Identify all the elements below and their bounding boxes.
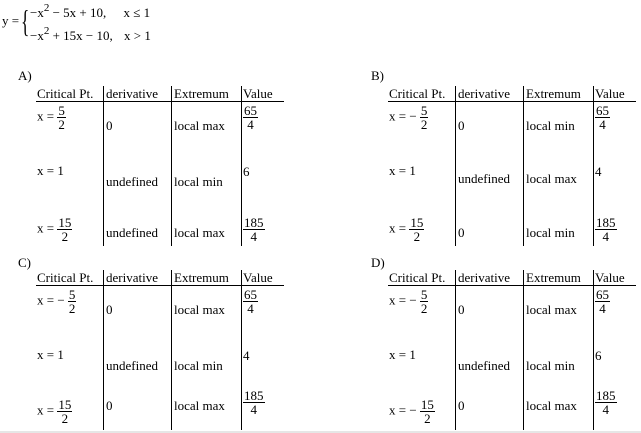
header-critical-pt: Critical Pt. (389, 270, 446, 285)
value-fraction: $\frac{185}{4}$ (244, 388, 264, 417)
header-value: Value (595, 270, 625, 285)
value-fraction: $\frac{65}{4}$ (244, 287, 257, 316)
function-lhs: y = (2, 13, 20, 28)
extremum-value: local max (526, 171, 577, 186)
derivative-value: undefined (458, 171, 510, 186)
derivative-value: undefined (458, 358, 510, 373)
option-a-table (36, 86, 284, 246)
critical-point: x = $\frac{5}{2}$ (37, 103, 65, 132)
column-divider (171, 86, 172, 246)
critical-point: x = − $\frac{5}{2}$ (37, 287, 76, 316)
value-number: 4 (595, 164, 602, 179)
piece-1-cond: x ≤ 1 (123, 5, 151, 20)
header-extremum: Extremum (174, 86, 229, 101)
header-derivative: derivative (458, 270, 510, 285)
header-value: Value (595, 86, 625, 101)
option-b-label[interactable]: B) (371, 68, 384, 83)
column-divider (593, 270, 594, 430)
option-d-table (388, 270, 636, 430)
column-divider (103, 86, 104, 246)
option-a-label[interactable]: A) (18, 68, 32, 83)
fraction: $\frac{5}{2}$ (68, 287, 76, 316)
header-rule (388, 101, 636, 102)
header-value: Value (243, 86, 273, 101)
critical-point: x = 1 (389, 163, 416, 178)
extremum-value: local max (174, 118, 225, 133)
derivative-value: 0 (106, 118, 113, 133)
fraction: $\frac{15}{2}$ (58, 215, 72, 244)
header-extremum: Extremum (174, 270, 229, 285)
extremum-value: local min (174, 358, 223, 373)
piece-2 (30, 25, 151, 44)
critical-point: x = 1 (37, 163, 64, 178)
piece-1 (30, 2, 151, 21)
column-divider (103, 270, 104, 430)
derivative-value: undefined (106, 358, 158, 373)
value-number: 4 (243, 348, 250, 363)
option-c-label[interactable]: C) (18, 255, 31, 270)
derivative-value: 0 (106, 398, 113, 413)
extremum-value: local min (526, 118, 575, 133)
header-derivative: derivative (106, 86, 158, 101)
value-number: 6 (595, 348, 602, 363)
header-derivative: derivative (458, 86, 510, 101)
extremum-value: local max (174, 225, 225, 240)
derivative-value: undefined (106, 225, 158, 240)
header-critical-pt: Critical Pt. (37, 86, 94, 101)
critical-point: x = − $\frac{5}{2}$ (389, 103, 428, 132)
header-extremum: Extremum (526, 270, 581, 285)
extremum-value: local min (526, 225, 575, 240)
header-rule (36, 101, 284, 102)
critical-point: x = $\frac{15}{2}$ (37, 397, 72, 426)
header-critical-pt: Critical Pt. (37, 270, 94, 285)
piece-1-expr: $-x^2 - 5x + 10$, (30, 2, 107, 20)
critical-point: x = $\frac{15}{2}$ (37, 215, 72, 244)
fraction: $\frac{15}{2}$ (420, 397, 434, 426)
column-divider (241, 270, 242, 430)
value-fraction: $\frac{65}{4}$ (596, 103, 609, 132)
extremum-value: local min (526, 358, 575, 373)
extremum-value: local max (526, 398, 577, 413)
critical-point: x = − $\frac{15}{2}$ (389, 397, 434, 426)
value-fraction: $\frac{185}{4}$ (596, 388, 616, 417)
fraction: $\frac{5}{2}$ (420, 287, 428, 316)
extremum-value: local max (174, 398, 225, 413)
fraction: $\frac{15}{2}$ (58, 397, 72, 426)
header-critical-pt: Critical Pt. (389, 86, 446, 101)
extremum-value: local max (174, 302, 225, 317)
critical-point: x = − $\frac{5}{2}$ (389, 287, 428, 316)
derivative-value: 0 (106, 302, 113, 317)
column-divider (593, 86, 594, 246)
value-fraction: $\frac{65}{4}$ (596, 287, 609, 316)
column-divider (455, 270, 456, 430)
extremum-value: local max (526, 302, 577, 317)
column-divider (455, 86, 456, 246)
critical-point: x = 1 (37, 347, 64, 362)
option-b-table (388, 86, 636, 246)
left-brace: { (21, 3, 30, 39)
critical-point: x = $\frac{15}{2}$ (389, 215, 424, 244)
fraction: $\frac{5}{2}$ (58, 103, 65, 132)
extremum-value: local min (174, 174, 223, 189)
value-fraction: $\frac{65}{4}$ (244, 103, 257, 132)
derivative-value: 0 (458, 302, 465, 317)
header-value: Value (243, 270, 273, 285)
derivative-value: 0 (458, 398, 465, 413)
derivative-value: undefined (106, 174, 158, 189)
value-fraction: $\frac{185}{4}$ (244, 215, 264, 244)
header-derivative: derivative (106, 270, 158, 285)
header-extremum: Extremum (526, 86, 581, 101)
fraction: $\frac{15}{2}$ (410, 215, 424, 244)
column-divider (523, 86, 524, 246)
piece-2-cond: x > 1 (124, 28, 151, 43)
column-divider (171, 270, 172, 430)
column-divider (241, 86, 242, 246)
derivative-value: 0 (458, 225, 465, 240)
column-divider (523, 270, 524, 430)
critical-point: x = 1 (389, 347, 416, 362)
fraction: $\frac{5}{2}$ (420, 103, 428, 132)
option-d-label[interactable]: D) (371, 255, 385, 270)
value-fraction: $\frac{185}{4}$ (596, 215, 616, 244)
derivative-value: 0 (458, 118, 465, 133)
value-number: 6 (243, 164, 250, 179)
piece-2-expr: $-x^2 + 15x - 10$, (30, 25, 113, 43)
header-rule (36, 285, 284, 286)
header-rule (388, 285, 636, 286)
option-c-table (36, 270, 284, 430)
